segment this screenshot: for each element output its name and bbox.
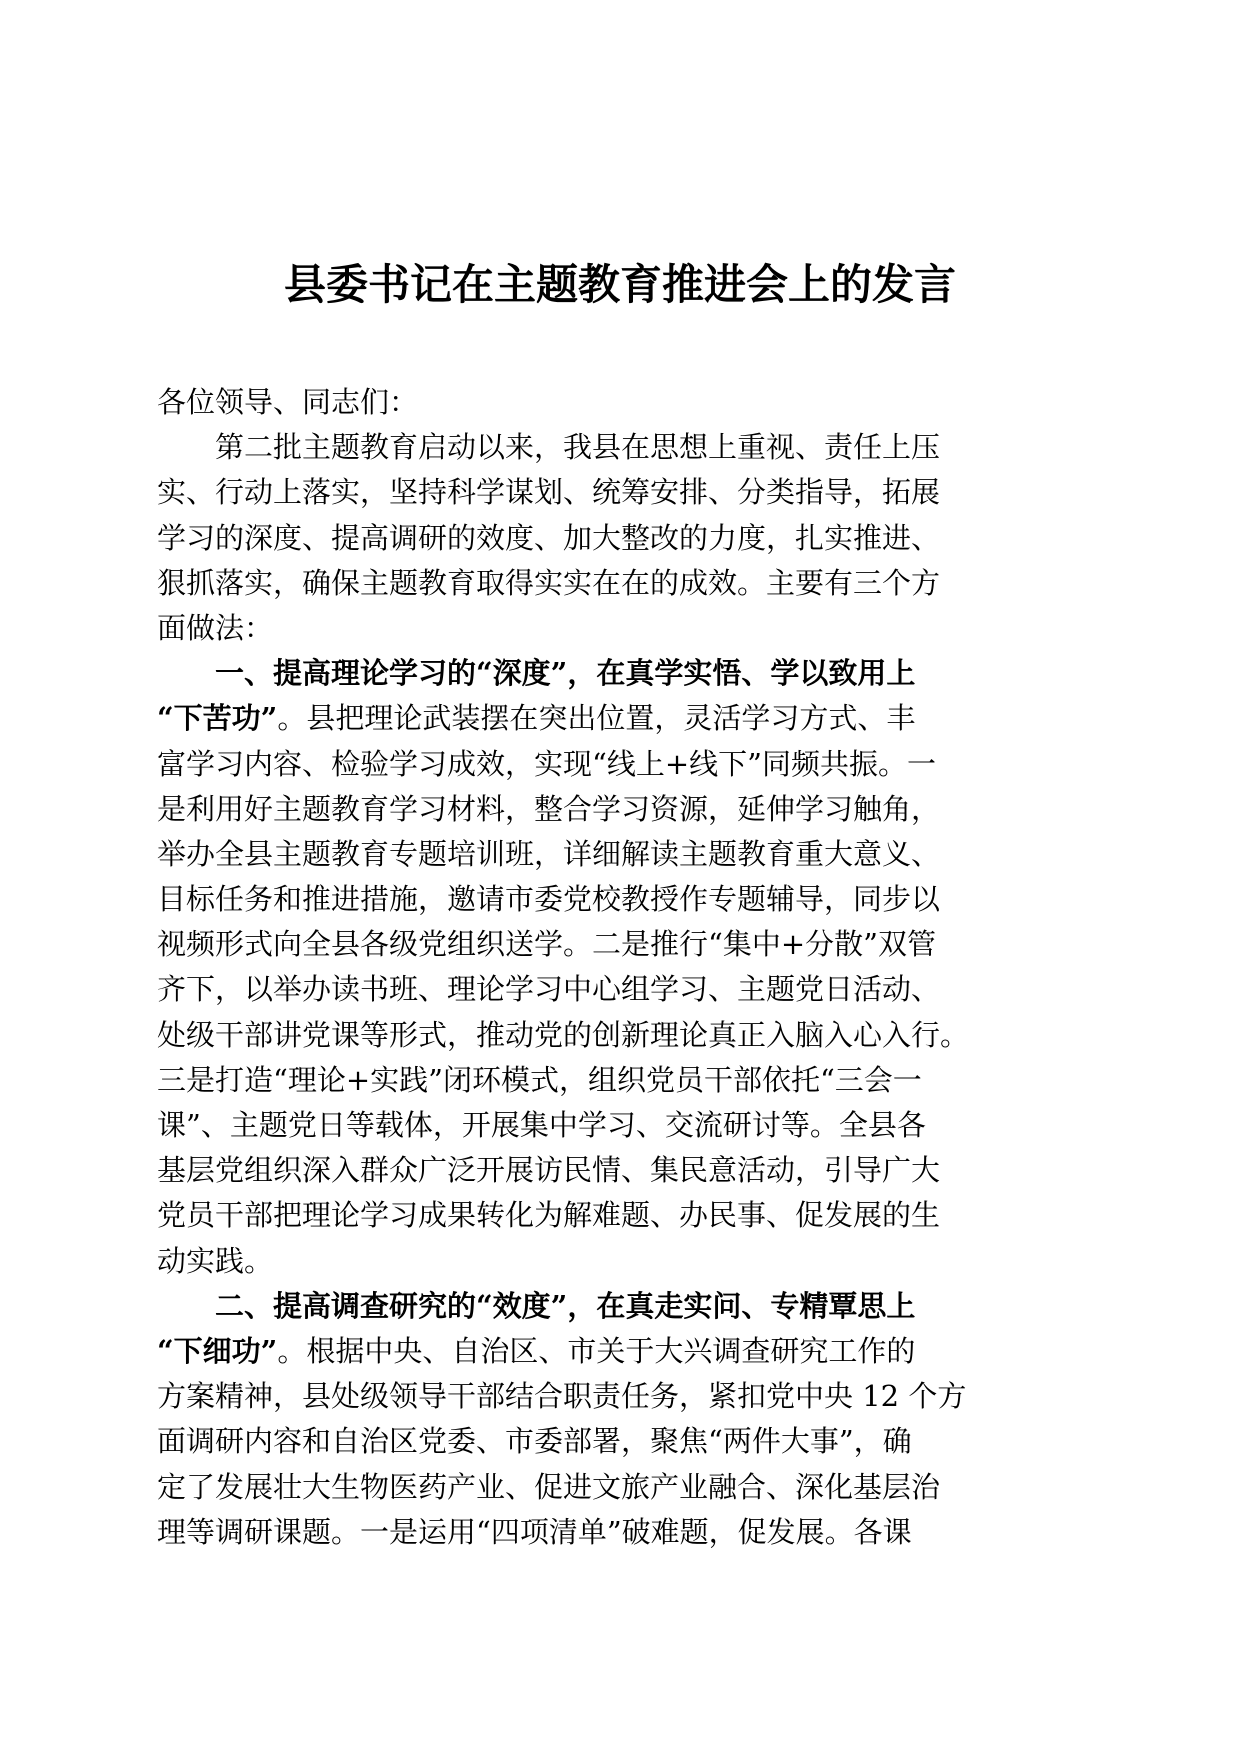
body-line [157, 651, 1157, 696]
body-line [157, 1239, 1157, 1284]
section-heading: 一、提高理论学习的“深度”，在真学实悟、学以致用上 [215, 656, 916, 691]
body-line [157, 967, 1157, 1012]
paragraph-text: 课”、主题党日等载体，开展集中学习、交流研讨等。全县各 [157, 1108, 926, 1142]
paragraph-text: 第二批主题教育启动以来，我县在思想上重视、责任上压 [215, 430, 941, 465]
paragraph-text: 学习的深度、提高调研的效度、加大整改的力度，扎实推进、 [157, 520, 941, 555]
body-line [157, 1058, 1157, 1103]
document-body [157, 380, 1157, 1555]
body-line [157, 516, 1157, 561]
section-heading: 二、提高调查研究的“效度”，在真走实问、专精覃思上 [215, 1288, 916, 1323]
section-heading: “下细功” [157, 1333, 278, 1368]
body-line [157, 1284, 1157, 1329]
section-heading: “下苦功” [157, 701, 278, 736]
body-line [157, 425, 1157, 470]
paragraph-text: 是利用好主题教育学习材料，整合学习资源，延伸学习触角， [157, 791, 941, 826]
body-line [157, 922, 1157, 967]
body-line [157, 1148, 1157, 1193]
paragraph-text: 动实践。 [157, 1243, 274, 1278]
paragraph-text: 目标任务和推进措施，邀请市委党校教授作专题辅导，同步以 [157, 882, 941, 917]
paragraph-text: 狠抓落实，确保主题教育取得实实在在的成效。主要有三个方 [157, 565, 941, 600]
paragraph-text: 。根据中央、自治区、市关于大兴调查研究工作的 [277, 1333, 916, 1368]
salutation: 各位领导、同志们： [157, 385, 419, 419]
body-line [157, 1013, 1157, 1058]
paragraph-text: 基层党组织深入群众广泛开展访民情、集民意活动，引导广大 [157, 1153, 941, 1188]
body-line [157, 1465, 1157, 1510]
body-line [157, 561, 1157, 606]
paragraph-text: 三是打造“理论+实践”闭环模式，组织党员干部依托“三会一 [157, 1062, 922, 1097]
document-title: 县委书记在主题教育推进会上的发言 [283, 260, 956, 309]
body-line [157, 1374, 1157, 1419]
body-line [157, 1193, 1157, 1238]
paragraph-text: 处级干部讲党课等形式，推动党的创新理论真正入脑入心入行。 [157, 1017, 970, 1052]
body-line [157, 1329, 1157, 1374]
body-line [157, 832, 1157, 877]
paragraph-text: 齐下，以举办读书班、理论学习中心组学习、主题党日活动、 [157, 972, 941, 1007]
paragraph-text: 举办全县主题教育专题培训班，详细解读主题教育重大意义、 [157, 836, 941, 871]
paragraph-text: 定了发展壮大生物医药产业、促进文旅产业融合、深化基层治 [157, 1469, 941, 1504]
body-line [157, 742, 1157, 787]
body-line [157, 606, 1157, 651]
paragraph-text: 实、行动上落实，坚持科学谋划、统筹安排、分类指导，拓展 [157, 475, 941, 510]
body-line [157, 1103, 1157, 1148]
paragraph-text: 视频形式向全县各级党组织送学。二是推行“集中+分散”双管 [157, 927, 936, 962]
paragraph-text: 方案精神，县处级领导干部结合职责任务，紧扣党中央 12 个方 [157, 1379, 967, 1414]
body-line [157, 470, 1157, 515]
paragraph-text: 理等调研课题。一是运用“四项清单”破难题，促发展。各课 [157, 1514, 912, 1549]
paragraph-text: 富学习内容、检验学习成效，实现“线上+线下”同频共振。一 [157, 746, 936, 781]
paragraph-text: 面调研内容和自治区党委、市委部署，聚焦“两件大事”，确 [157, 1424, 912, 1459]
paragraph-text: 党员干部把理论学习成果转化为解难题、办民事、促发展的生 [157, 1198, 941, 1233]
body-line [157, 787, 1157, 832]
body-line [157, 1510, 1157, 1555]
paragraph-text: 。县把理论武装摆在突出位置，灵活学习方式、丰 [277, 701, 916, 736]
paragraph-text: 面做法： [157, 610, 274, 645]
body-line [157, 1419, 1157, 1464]
body-line [157, 696, 1157, 741]
body-line [157, 877, 1157, 922]
